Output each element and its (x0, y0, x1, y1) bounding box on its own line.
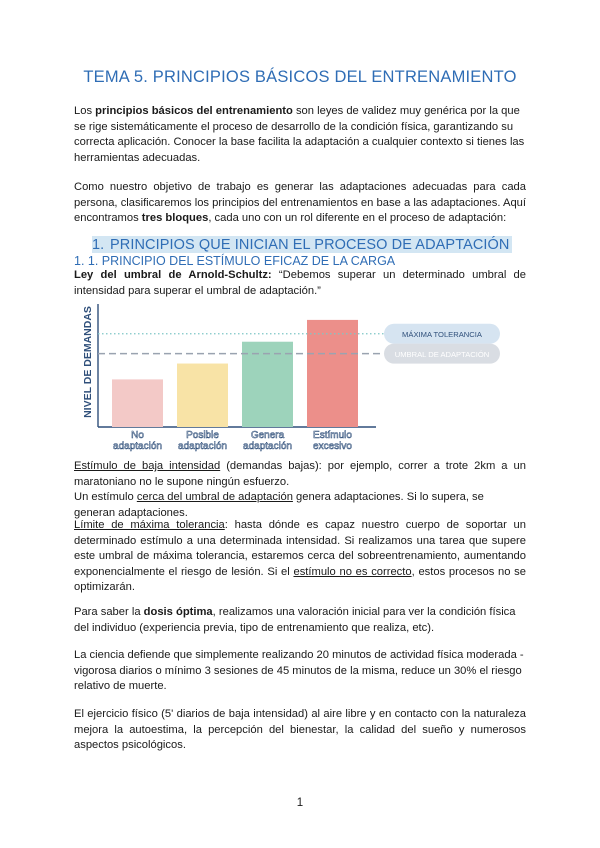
text-run: Los (74, 105, 96, 117)
intro-paragraph-1 (74, 104, 526, 166)
underlined-term: Límite de máxima tolerancia (74, 519, 225, 531)
chart-bar (307, 320, 358, 427)
body-paragraph-8: El ejercicio físico (5' diarios de baja intensidad) al aire libre y en contacto con la naturaleza mejora la autoestima, la percepción del bienestar, la calidad del sueño y numerosos aspectos psicológicos. (74, 708, 526, 752)
chart-category-label: adaptación (113, 441, 162, 452)
bold-term: dosis óptima (143, 606, 213, 618)
chart-category-labels (113, 430, 352, 452)
chart-category-label: adaptación (243, 441, 292, 452)
body-paragraph-3 (74, 459, 526, 490)
text-run: genera adaptaciones. Si lo supera, se generan adaptaciones. (74, 491, 484, 519)
intro-paragraph-2 (74, 180, 526, 227)
chart-category-label: adaptación (178, 441, 227, 452)
text-run: , estos procesos no se optimizarán. (74, 565, 526, 594)
bold-term: principios básicos del entrenamiento (95, 105, 293, 117)
text-run: Como nuestro objetivo de trabajo es generar las adaptaciones adecuadas para cada persona, clasificaremos los principios del entrenamientos en base a las adaptaciones. Aquí encontramos (74, 181, 526, 225)
section-number: 1. (92, 237, 105, 253)
text-run: , realizamos una valoración inicial para ver la condición física del individuo (experiencia previa, tipo de entrenamiento que realiza, etc). (74, 606, 516, 634)
chart-bar (112, 379, 163, 427)
body-paragraph-4 (74, 490, 526, 521)
body-paragraph-7: La ciencia defiende que simplemente realizando 20 minutos de actividad física moderada - vigorosa diarios o mínimo 3 sesiones de 45 minutos de la misma, reduce un 30% el riesgo relativo de muerte. (74, 649, 524, 693)
text-run: son leyes de validez muy genérica por la que se rige sistemáticamente el proceso de desarrollo de la condición física, garantizando su correcta aplicación. Conocer la base facilita la adaptación a cualquier contexto si tienes las herramientas adecuadas. (74, 105, 525, 164)
chart-category-label: Estímulo (313, 430, 352, 441)
law-text: “Debemos superar un determinado umbral de intensidad para superar el umbral de adaptación.” (74, 269, 526, 297)
chart-bar (177, 364, 228, 427)
section-title: PRINCIPIOS QUE INICIAN EL PROCESO DE ADAPTACIÓN (110, 237, 510, 253)
underlined-term: Estímulo de baja intensidad (74, 460, 221, 472)
chart-category-label: No (131, 430, 144, 441)
section-heading (92, 236, 512, 253)
chart-threshold-label: UMBRAL DE ADAPTACIÓN (394, 349, 490, 359)
threshold-bar-chart (74, 296, 504, 456)
chart-bars (112, 320, 358, 427)
bold-term: tres bloques (141, 212, 209, 225)
text-run: (demandas bajas): por ejemplo, correr a trote 2km a un maratoniano no le supone ningún esfuerzo. (74, 460, 526, 488)
text-run: : hasta dónde es capaz nuestro cuerpo de soportar un determinado estímulo a una determinada intensidad. Si realizamos una tarea que supere este umbral de máxima tolerancia, estaremos cerca del sobreentrenamiento, aumentando exponencialmente el riesgo de lesión. Si el (74, 519, 527, 578)
chart-category-label: excesivo (313, 441, 352, 452)
law-name: Ley del umbral de Arnold-Schultz: (74, 269, 272, 281)
underlined-term: estímulo no es correcto (293, 565, 412, 578)
text-run: Un estímulo (74, 491, 137, 503)
chart-category-label: Posible (186, 430, 219, 441)
chart-threshold-lines (98, 324, 500, 364)
law-paragraph (74, 268, 526, 299)
page-title: TEMA 5. PRINCIPIOS BÁSICOS DEL ENTRENAMIENTO (83, 68, 517, 86)
body-paragraph-6 (74, 605, 526, 636)
body-paragraph-5 (74, 518, 526, 596)
text-run: Para saber la (74, 606, 144, 618)
chart-bar (242, 342, 293, 427)
underlined-term: cerca del umbral de adaptación (136, 491, 293, 503)
page-number: 1 (296, 797, 304, 809)
text-run: , cada uno con un rol diferente en el proceso de adaptación: (208, 212, 507, 225)
chart-y-axis-label: NIVEL DE DEMANDAS (82, 306, 94, 418)
chart-category-label: Genera (250, 430, 285, 441)
subsection-heading: 1. 1. PRINCIPIO DEL ESTÍMULO EFICAZ DE LA CARGA (74, 254, 396, 268)
chart-threshold-label: MÁXIMA TOLERANCIA (402, 330, 482, 340)
